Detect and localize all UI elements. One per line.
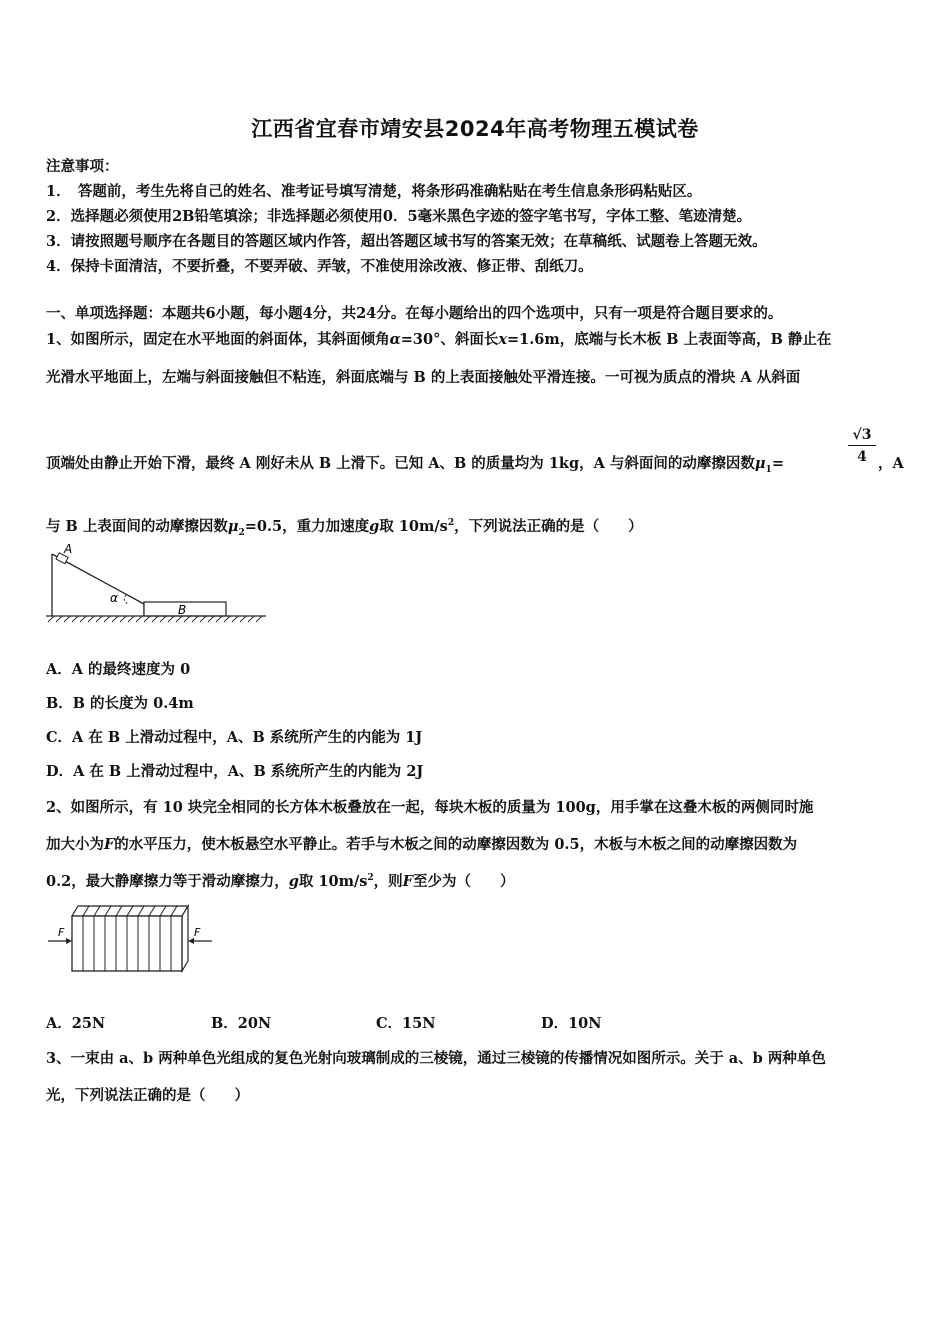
notice-item: 3．请按照题号顺序在各题目的答题区域内作答，超出答题区域书写的答案无效；在草稿纸、试题卷上答题无效。 xyxy=(46,233,767,250)
label-f-right: F xyxy=(194,926,201,939)
label-b: B xyxy=(178,603,187,617)
stack-side-face xyxy=(182,906,188,971)
boards-figure xyxy=(44,898,219,978)
mu1-fraction: $\frac{√3}{4}$ xyxy=(848,427,876,465)
q1-option-b: B．B 的长度为 0.4m xyxy=(46,695,194,712)
q2-line-2: 加大小为F的水平压力，使木板悬空水平静止。若手与木板之间的动摩擦因数为 0.5，木板与木板之间的动摩擦因数为 xyxy=(46,836,798,853)
label-a: A xyxy=(64,542,73,556)
q2-option-d: D．10N xyxy=(541,1015,602,1032)
force-arrowhead-left xyxy=(66,938,72,944)
q1-option-c: C．A 在 B 上滑动过程中，A、B 系统所产生的内能为 1J xyxy=(46,729,423,746)
notice-item: 1． 答题前，考生先将自己的姓名、准考证号填写清楚，将条形码准确粘贴在考生信息条形码粘贴区。 xyxy=(46,183,702,200)
q3-line-1: 3、一束由 a、b 两种单色光组成的复色光射向玻璃制成的三棱镜，通过三棱镜的传播情况如图所示。关于 a、b 两种单色 xyxy=(46,1050,826,1067)
q1-line-4: 与 B 上表面间的动摩擦因数$\mu_2=0.5$，重力加速度g取 $10m/s^2$，下列说法正确的是（ ） xyxy=(46,518,643,538)
q2-option-c: C．15N xyxy=(376,1015,436,1032)
angle-arc xyxy=(124,595,128,604)
ground-hatching xyxy=(48,616,262,622)
q2-option-b: B．20N xyxy=(211,1015,272,1032)
q1-line-3: 顶端处由静止开始下滑，最终 A 刚好未从 B 上滑下。已知 A、B 的质量均为 1kg，A 与斜面间的动摩擦因数$\mu_1=$ xyxy=(46,455,784,475)
q1-option-a: A．A 的最终速度为 0 xyxy=(46,661,191,678)
incline-figure xyxy=(40,540,275,625)
label-f-left: F xyxy=(58,926,65,939)
notice-item: 2．选择题必须使用2B铅笔填涂；非选择题必须使用0．5毫米黑色字迹的签字笔书写，字体工整、笔迹清楚。 xyxy=(46,208,752,225)
q1-line-3-end: ，A xyxy=(878,455,904,472)
q3-line-2: 光，下列说法正确的是（ ） xyxy=(46,1087,249,1104)
notice-heading: 注意事项： xyxy=(46,158,119,175)
page-title: 江西省宜春市靖安县2024年高考物理五模试卷 xyxy=(251,117,699,141)
section-heading: 一、单项选择题：本题共6小题，每小题4分，共24分。在每小题给出的四个选项中，只有一项是符合题目要求的。 xyxy=(46,305,783,322)
q2-line-1: 2、如图所示，有 10 块完全相同的长方体木板叠放在一起，每块木板的质量为 100g，用手掌在这叠木板的两侧同时施 xyxy=(46,799,814,816)
q1-option-d: D．A 在 B 上滑动过程中，A、B 系统所产生的内能为 2J xyxy=(46,763,424,780)
label-alpha: α xyxy=(110,591,118,605)
notice-item: 4．保持卡面清洁，不要折叠，不要弄破、弄皱，不准使用涂改液、修正带、刮纸刀。 xyxy=(46,258,593,275)
q2-option-a: A．25N xyxy=(46,1015,106,1032)
q1-line-2: 光滑水平地面上，左端与斜面接触但不粘连，斜面底端与 B 的上表面接触处平滑连接。一可视为质点的滑块 A 从斜面 xyxy=(46,369,801,386)
q1-line-1: 1、如图所示，固定在水平地面的斜面体，其斜面倾角α=30°、斜面长x=1.6m，底端与长木板 B 上表面等高，B 静止在 xyxy=(46,331,832,348)
q2-line-3: 0.2，最大静摩擦力等于滑动摩擦力，g取 $10m/s^2$，则F至少为（ ） xyxy=(46,873,515,890)
